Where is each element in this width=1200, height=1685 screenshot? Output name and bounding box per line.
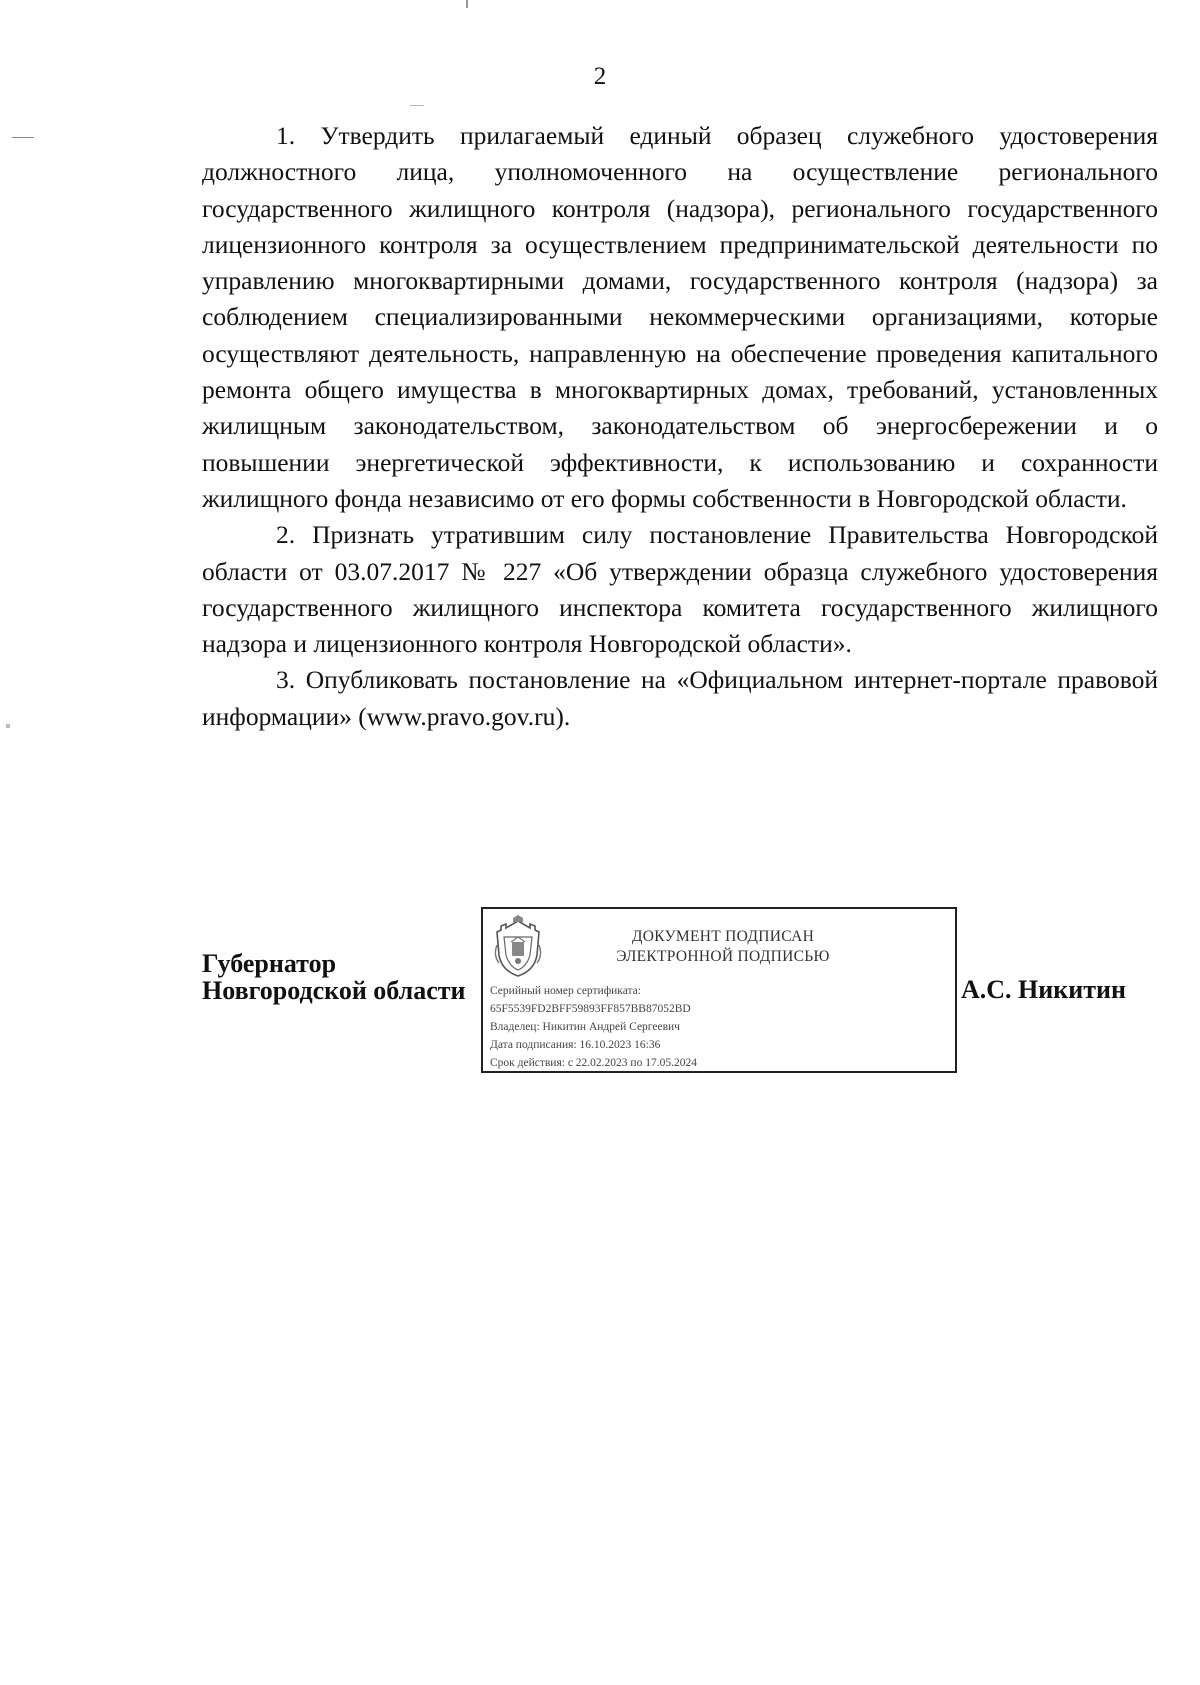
paragraph-1: 1. Утвердить прилагаемый единый образец служебного удостоверения должностного лица, уполномоченного на осуществление регионального государственного жилищного контроля (надзора), регионального государственного лицензионного контроля за осуществлением предпринимательской деятельности по управлению многоквартирными домами, государственного контроля (надзора) за соблюдением специализированными некоммерческими организациями, которые осуществляют деятельность, направленную на обеспечение проведения капитального ремонта общего имущества в многоквартирных домах, требований, установленных жилищным законодательством, законодательством об энергосбережении и о повышении энергетической эффективности, к использованию и сохранности жилищного фонда независимо от его формы собственности в Новгородской области.: [202, 121, 1158, 513]
e-signature-stamp: [481, 907, 957, 1073]
certificate-owner: Владелец: Никитин Андрей Сергеевич: [490, 1021, 680, 1033]
certificate-serial-label: Серийный номер сертификата:: [490, 985, 641, 997]
stamp-heading-line-1: ДОКУМЕНТ ПОДПИСАН: [631, 928, 815, 945]
signatory-title-line-2: Новгородской области: [202, 976, 466, 1005]
paragraph-3: 3. Опубликовать постановление на «Официальном интернет-портале правовой информации» (www.pravo.gov.ru).: [202, 665, 1158, 731]
scan-speck: [6, 724, 10, 728]
scan-speck: [12, 137, 34, 138]
coat-of-arms-emblem-icon: [491, 915, 545, 979]
signatory-title-line-1: Губернатор: [202, 949, 337, 978]
page-number: 2: [593, 63, 607, 90]
certificate-details: [490, 982, 697, 1072]
signatory-title: [202, 950, 466, 1004]
stamp-heading: [563, 927, 883, 967]
certificate-validity: Срок действия: с 22.02.2023 по 17.05.2024: [490, 1057, 697, 1069]
scan-speck: [466, 0, 468, 8]
paragraph-2: 2. Признать утратившим силу постановление Правительства Новгородской области от 03.07.2017 № 227 «Об утверждении образца служебного удостоверения государственного жилищного инспектора комитета государственного жилищного надзора и лицензионного контроля Новгородской области».: [202, 520, 1158, 659]
stamp-heading-line-2: ЭЛЕКТРОННОЙ ПОДПИСЬЮ: [616, 948, 830, 965]
scan-speck: [410, 105, 424, 106]
document-body: [202, 118, 1158, 735]
certificate-serial-value: 65F5539FD2BFF59893FF857BB87052BD: [490, 1003, 691, 1015]
signatory-name: А.С. Никитин: [961, 975, 1126, 1004]
signing-date: Дата подписания: 16.10.2023 16:36: [490, 1039, 661, 1051]
